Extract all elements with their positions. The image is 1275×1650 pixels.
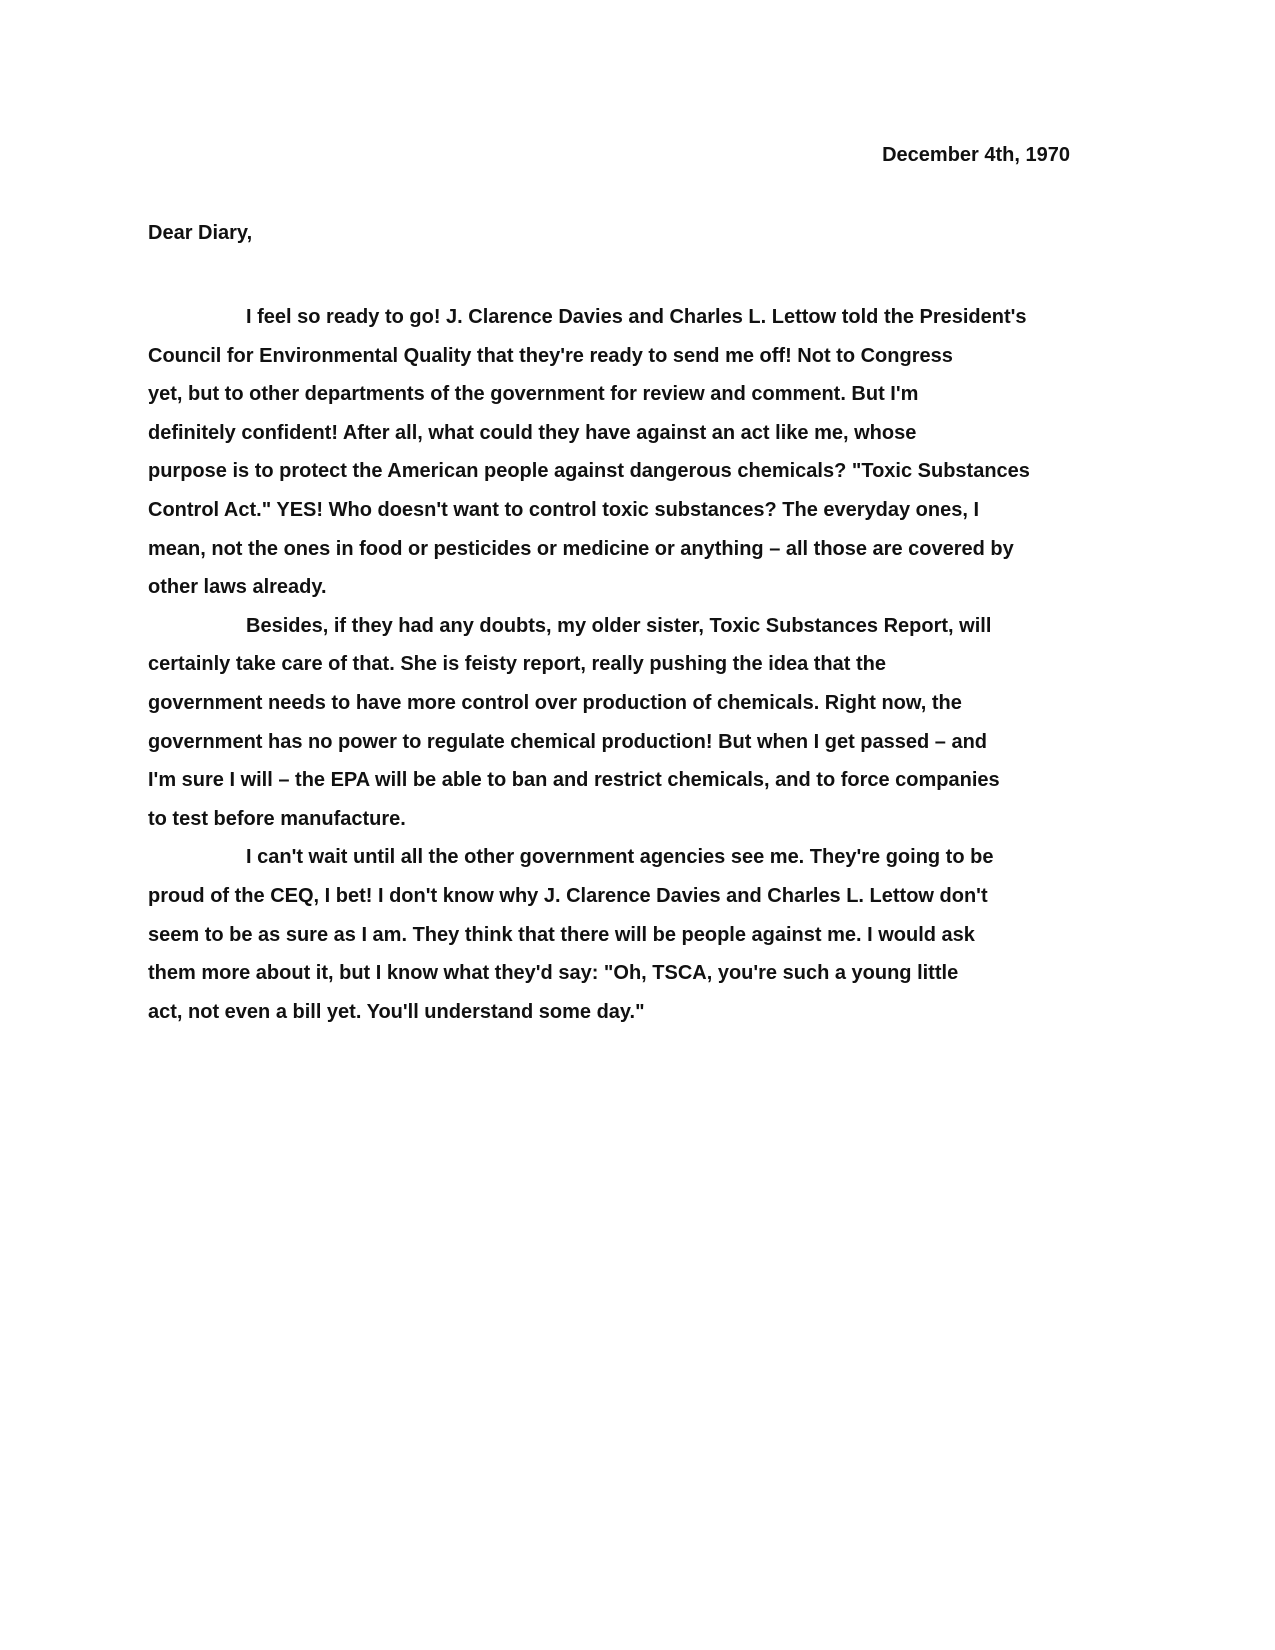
text-line: to test before manufacture.	[148, 807, 406, 830]
text-line: I feel so ready to go! J. Clarence Davies and Charles L. Lettow told the President's	[246, 306, 1027, 328]
text-line: seem to be as sure as I am. They think that there will be people against me. I would ask	[148, 923, 975, 946]
diary-body	[148, 298, 1123, 1031]
text-line: other laws already.	[148, 576, 327, 599]
paragraph	[148, 607, 1123, 839]
text-line: I'm sure I will – the EPA will be able to ban and restrict chemicals, and to force companies	[148, 769, 1000, 792]
text-line: mean, not the ones in food or pesticides or medicine or anything – all those are covered by	[148, 537, 1014, 560]
text-line: yet, but to other departments of the government for review and comment. But I'm	[148, 383, 919, 406]
text-line: I can't wait until all the other government agencies see me. They're going to be	[246, 846, 994, 869]
paragraph	[148, 838, 1123, 1031]
text-line: Council for Environmental Quality that they're ready to send me off! Not to Congress	[148, 344, 953, 367]
text-line: government needs to have more control over production of chemicals. Right now, the	[148, 691, 962, 714]
text-line: definitely confident! After all, what could they have against an act like me, whose	[148, 421, 917, 444]
text-line: proud of the CEQ, I bet! I don't know why J. Clarence Davies and Charles L. Lettow don't	[148, 884, 988, 907]
text-line: act, not even a bill yet. You'll understand some day."	[148, 1000, 645, 1023]
text-line: certainly take care of that. She is feisty report, really pushing the idea that the	[148, 653, 886, 676]
text-line: government has no power to regulate chemical production! But when I get passed – and	[148, 730, 988, 753]
text-line: Control Act." YES! Who doesn't want to control toxic substances? The everyday ones, I	[148, 498, 980, 521]
text-line: purpose is to protect the American people against dangerous chemicals? "Toxic Substances	[148, 460, 1030, 483]
entry-date: December 4th, 1970	[882, 144, 1070, 166]
text-line: Besides, if they had any doubts, my older sister, Toxic Substances Report, will	[246, 614, 992, 637]
greeting: Dear Diary,	[148, 222, 253, 244]
text-line: them more about it, but I know what they'd say: "Oh, TSCA, you're such a young little	[148, 962, 959, 985]
paragraph	[148, 298, 1123, 607]
